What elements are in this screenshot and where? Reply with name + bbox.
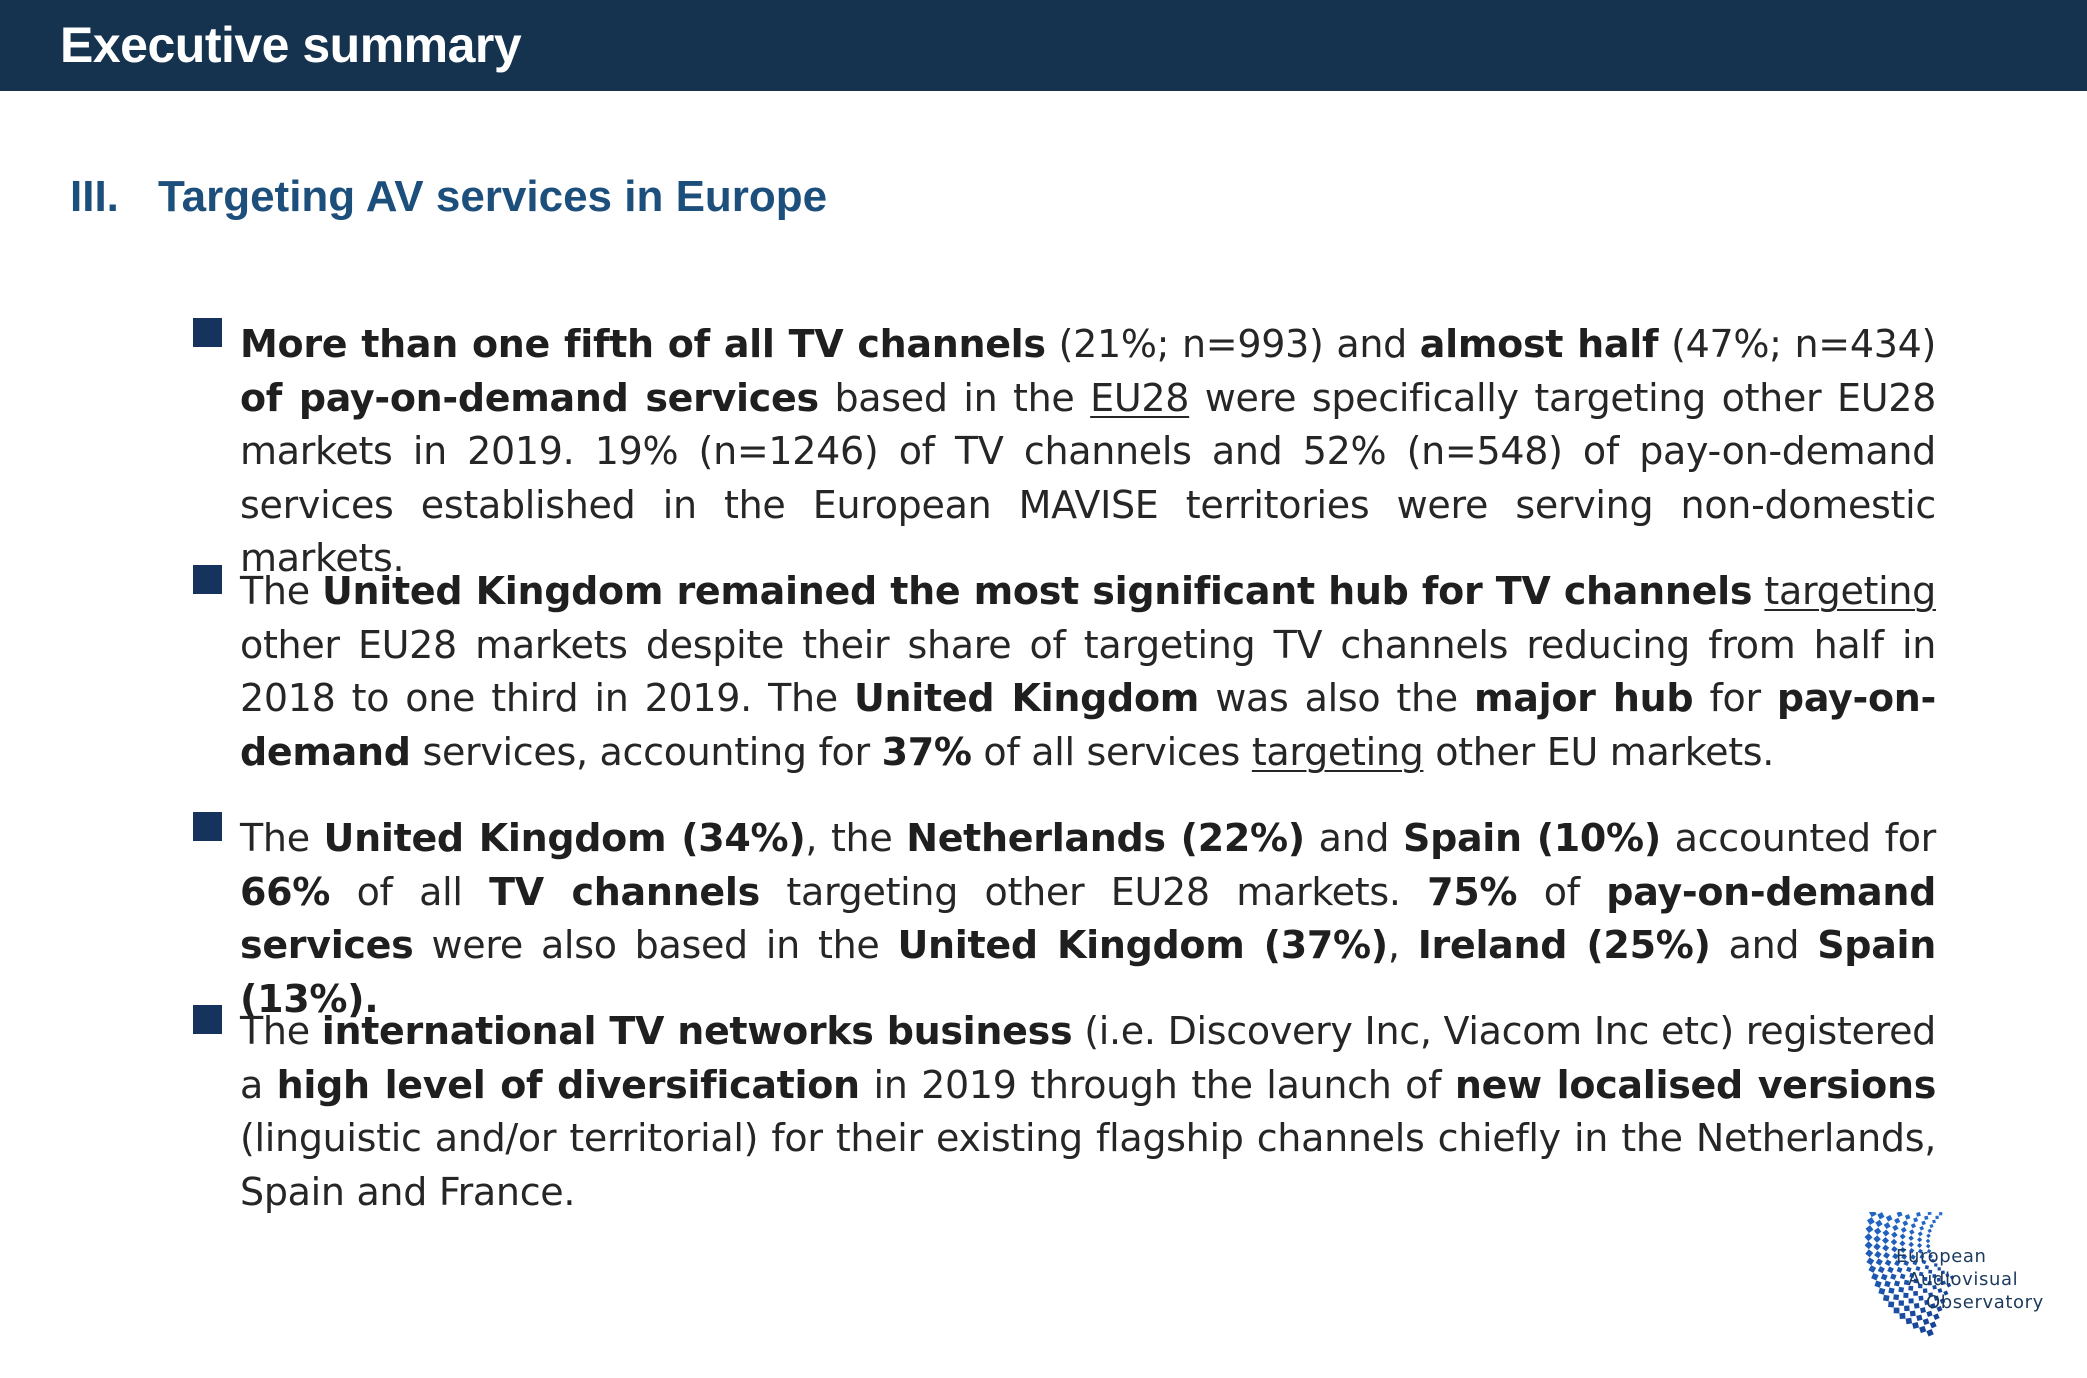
logo-swirl-dot <box>1874 1281 1881 1288</box>
logo-swirl-dot <box>1932 1220 1936 1224</box>
logo-swirl-dot <box>1892 1225 1898 1231</box>
body-text: accounted for <box>1660 816 1936 860</box>
emphasis-text: United Kingdom remained the most significant hub for TV channels <box>321 569 1753 613</box>
logo-swirl-dot <box>1929 1224 1933 1228</box>
emphasis-text: TV channels <box>489 869 760 914</box>
logo-swirl-dot <box>1881 1274 1888 1281</box>
logo-swirl-dot <box>1902 1220 1908 1226</box>
section-numeral: III. <box>70 172 119 221</box>
logo-swirl-dot <box>1899 1300 1904 1305</box>
logo-swirl-dot <box>1865 1249 1873 1257</box>
emphasis-text: 37% <box>881 729 972 774</box>
emphasis-text: almost half <box>1419 322 1659 366</box>
logo-swirl-dot <box>1926 1234 1930 1238</box>
body-text: targeting other EU28 markets. <box>759 869 1428 914</box>
body-text: were also based in the <box>413 923 898 967</box>
underlined-text: EU28 <box>1090 375 1190 420</box>
emphasis-text: Spain (13%). <box>240 923 1937 1021</box>
logo-swirl-dot <box>1873 1235 1880 1242</box>
header-bar <box>0 0 2087 91</box>
body-text: and <box>1710 923 1818 967</box>
emphasis-text: Ireland (25%) <box>1417 923 1711 967</box>
logo-line-2: Audiovisual <box>1908 1269 2019 1290</box>
logo-swirl-dot <box>1894 1280 1900 1286</box>
logo-swirl-dot <box>1894 1218 1900 1224</box>
logo-swirl-dot <box>1868 1265 1876 1273</box>
section-heading <box>70 172 827 222</box>
logo-swirl-dot <box>1909 1298 1914 1303</box>
logo-swirl-dot <box>1939 1212 1942 1215</box>
logo-swirl-dot <box>1878 1288 1885 1295</box>
logo-line-3: Observatory <box>1926 1292 2044 1313</box>
logo-swirl-dot <box>1930 1321 1937 1328</box>
logo-swirl-dot <box>1865 1225 1873 1233</box>
underlined-text: targeting <box>1251 729 1424 774</box>
logo-swirl-dot <box>1884 1222 1891 1229</box>
emphasis-text: More than one fifth of all TV channels <box>240 322 1046 366</box>
logo-swirl-dot <box>1909 1229 1914 1234</box>
emphasis-text: major hub <box>1474 676 1694 720</box>
logo-swirl-dot <box>1894 1308 1900 1314</box>
logo-swirl-dot <box>1875 1220 1882 1227</box>
logo-swirl-dot <box>1873 1243 1880 1250</box>
logo-swirl-dot <box>1924 1216 1928 1220</box>
logo-swirl-dot <box>1913 1217 1918 1222</box>
logo-swirl-dot <box>1901 1227 1907 1233</box>
logo-swirl-dot <box>1912 1322 1919 1329</box>
paragraph-3 <box>240 812 1936 1026</box>
body-text: for <box>1693 676 1777 720</box>
logo-swirl-dot <box>1919 1226 1924 1231</box>
logo-swirl-dot <box>1871 1273 1879 1281</box>
logo-swirl-dot <box>1865 1233 1873 1241</box>
logo-swirl-dot <box>1884 1281 1891 1288</box>
emphasis-text: 66% <box>240 869 331 914</box>
body-text: The <box>240 1009 322 1053</box>
body-text: was also the <box>1199 676 1475 720</box>
logo-swirl-dot <box>1916 1315 1922 1321</box>
body-text: (47%; n=434) <box>1658 322 1936 366</box>
logo-swirl-dot <box>1874 1251 1881 1258</box>
emphasis-text: United Kingdom (37%) <box>897 923 1388 967</box>
body-text: The <box>240 569 322 613</box>
logo-swirl-dot <box>1878 1266 1885 1273</box>
logo-swirl-dot <box>1911 1223 1916 1228</box>
logo-swirl-dot <box>1888 1301 1894 1307</box>
logo-swirl-dot <box>1921 1221 1926 1226</box>
logo-swirl-dot <box>1885 1259 1892 1266</box>
logo-swirl-dot <box>1897 1212 1903 1217</box>
logo-swirl-dot <box>1882 1237 1889 1244</box>
logo-swirl-dot <box>1890 1273 1896 1279</box>
body-text: (21%; n=993) and <box>1045 322 1420 366</box>
logo-swirl-dot <box>1866 1257 1874 1265</box>
logo-swirl-dot <box>1898 1287 1904 1293</box>
body-text: based in the <box>818 375 1091 420</box>
emphasis-text: international TV networks business <box>321 1009 1073 1053</box>
emphasis-text: pay-on-demand services <box>240 869 1937 967</box>
emphasis-text: United Kingdom (34%) <box>323 816 806 860</box>
body-text <box>1752 569 1764 613</box>
body-text: (linguistic and/or territorial) for their existing flagship channels chiefly in the Netherlands, Spain and France. <box>240 1116 1936 1214</box>
logo-swirl-dot <box>1897 1267 1903 1273</box>
logo-swirl-dot <box>1905 1214 1911 1220</box>
logo-swirl-dot <box>1886 1215 1893 1222</box>
emphasis-text: of pay-on-demand services <box>240 375 819 420</box>
page-title: Executive summary <box>60 17 522 73</box>
logo-swirl-dot <box>1877 1212 1884 1219</box>
logo-swirl-dot <box>1883 1252 1890 1259</box>
logo-swirl-dot <box>1926 1329 1933 1336</box>
logo-swirl-dot <box>1867 1217 1875 1225</box>
logo-swirl-dot <box>1904 1306 1910 1312</box>
underlined-text: targeting <box>1764 569 1936 613</box>
body-text: of all <box>330 869 490 914</box>
body-text: other EU markets. <box>1423 729 1775 774</box>
logo-swirl-dot <box>1919 1326 1926 1333</box>
logo-swirl-dot <box>1928 1229 1932 1233</box>
logo-swirl-dot <box>1887 1266 1894 1273</box>
logo-swirl-dot <box>1883 1295 1890 1302</box>
observatory-logo <box>1848 1212 2048 1362</box>
logo-swirl-dot <box>1916 1212 1921 1217</box>
logo-swirl-dot <box>1908 1235 1914 1241</box>
logo-line-1: European <box>1896 1246 1987 1267</box>
logo-swirl-dot <box>1891 1239 1898 1246</box>
logo-swirl-dot <box>1893 1294 1899 1300</box>
body-text: of <box>1517 869 1607 914</box>
logo-swirl-dot <box>1935 1216 1938 1219</box>
logo-swirl-dot <box>1899 1313 1905 1319</box>
body-text: other EU28 markets despite their share of targeting TV channels reducing from half in 2018 to one third in 2019. The <box>240 622 1936 720</box>
emphasis-text: pay-on-demand <box>240 676 1936 774</box>
emphasis-text: 75% <box>1427 869 1518 914</box>
body-text: in 2019 through the launch of <box>859 1062 1455 1107</box>
body-text: services, accounting for <box>410 729 882 774</box>
paragraph-2 <box>240 565 1936 779</box>
bullet-square-icon <box>193 812 222 841</box>
emphasis-text: Spain (10%) <box>1403 816 1661 860</box>
logo-swirl-dot <box>1900 1234 1906 1240</box>
logo-swirl-dot <box>1888 1288 1894 1294</box>
emphasis-text: new localised versions <box>1454 1062 1937 1107</box>
emphasis-text: Netherlands (22%) <box>906 816 1305 860</box>
logo-swirl-dot <box>1876 1258 1883 1265</box>
body-text: The <box>240 816 324 860</box>
bullet-square-icon <box>193 1005 222 1034</box>
logo-swirl-dot <box>1914 1303 1920 1309</box>
logo-swirl-dot <box>1918 1296 1923 1301</box>
emphasis-text: high level of diversification <box>276 1062 860 1107</box>
logo-swirl-dot <box>1906 1318 1913 1325</box>
logo-swirl-dot <box>1923 1318 1930 1325</box>
logo-swirl-dot <box>1891 1232 1897 1238</box>
logo-swirl-dot <box>1869 1212 1877 1217</box>
logo-swirl-dot <box>1900 1274 1906 1280</box>
body-text: , the <box>805 816 907 860</box>
logo-swirl-dot <box>1910 1310 1916 1316</box>
logo-swirl-dot <box>1917 1237 1922 1242</box>
body-text: and <box>1304 816 1403 860</box>
logo-swirl-dot <box>1865 1241 1873 1249</box>
paragraph-1 <box>240 318 1936 586</box>
bullet-square-icon <box>193 565 222 594</box>
logo-swirl-dot <box>1882 1244 1889 1251</box>
emphasis-text: United Kingdom <box>853 676 1200 720</box>
body-text: were specifically targeting other EU28 markets in 2019. 19% (n=1246) of TV channels and 52% (n=548) of pay-on-demand services established in the European MAVISE territories were serving non-domestic markets. <box>240 375 1936 580</box>
logo-swirl-dot <box>1882 1229 1889 1236</box>
logo-swirl-dot <box>1874 1227 1881 1234</box>
logo-swirl-dot <box>1913 1291 1918 1296</box>
logo-swirl-dot <box>1903 1293 1908 1298</box>
body-text: of all services <box>971 729 1252 774</box>
logo-swirl-dot <box>1928 1212 1932 1215</box>
body-text: , <box>1387 923 1418 967</box>
logo-swirl-dot <box>1933 1313 1940 1320</box>
body-text: (i.e. Discovery Inc, Viacom Inc etc) registered a <box>240 1009 1936 1107</box>
paragraph-4 <box>240 1005 1936 1219</box>
logo-swirl-dot <box>1926 1239 1931 1244</box>
bullet-square-icon <box>193 318 222 347</box>
section-title: Targeting AV services in Europe <box>158 172 828 221</box>
logo-swirl-dot <box>1918 1231 1923 1236</box>
